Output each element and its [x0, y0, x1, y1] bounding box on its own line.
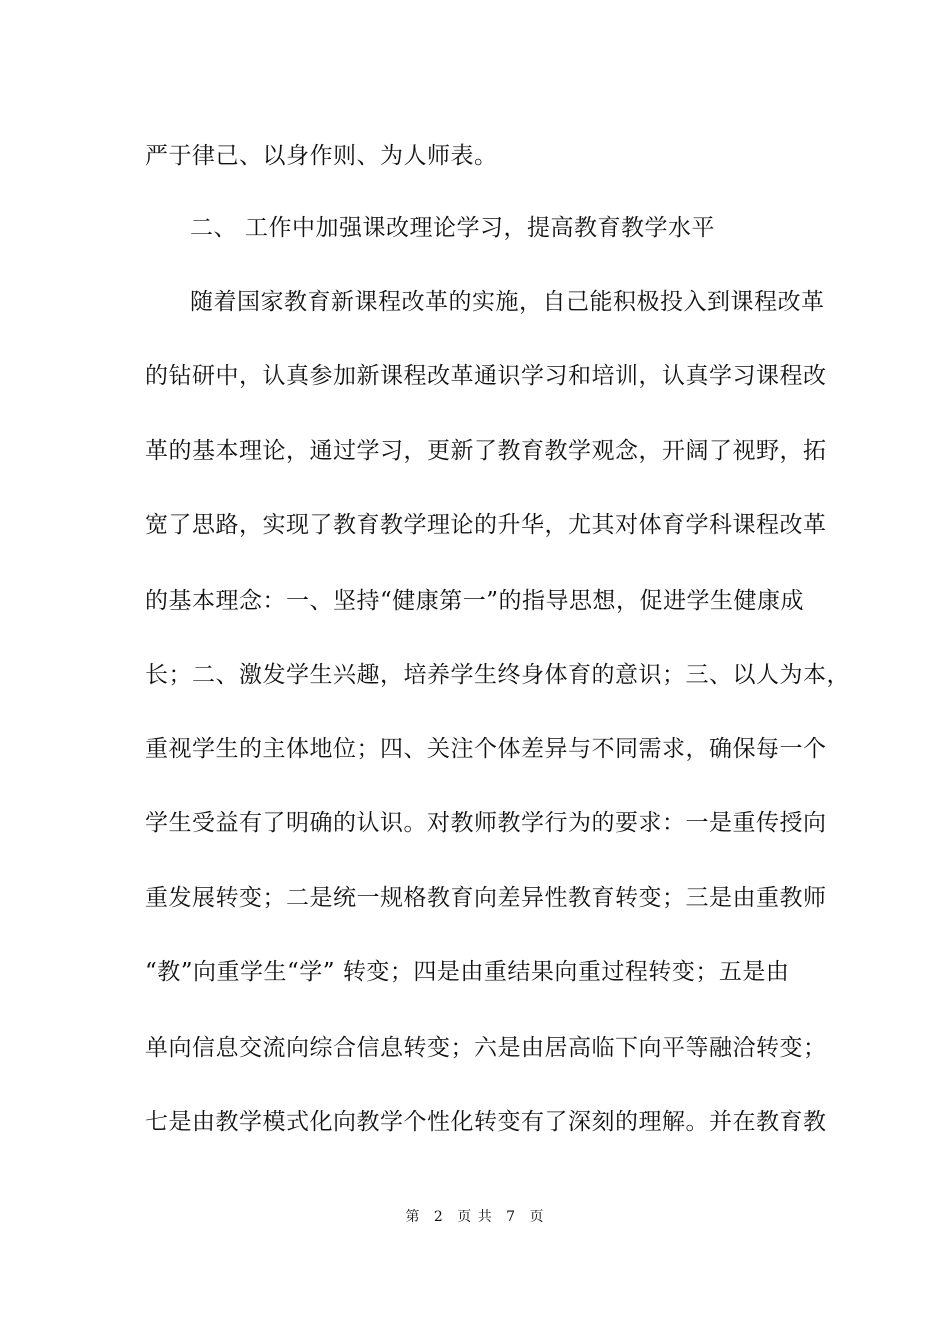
footer-total-pages: 7: [506, 1209, 517, 1225]
paragraph-line: 随着国家教育新课程改革的实施，自己能积极投入到课程改革: [190, 289, 825, 315]
footer-prefix: 第: [405, 1209, 421, 1225]
paragraph-line: 的钻研中，认真参加新课程改革通识学习和培训，认真学习课程改: [145, 363, 827, 389]
page-footer: [0, 1208, 950, 1226]
footer-suffix: 页: [529, 1209, 545, 1225]
section-number: 二、: [190, 215, 237, 241]
paragraph-line: 长；二、激发学生兴趣，培养学生终身体育的意识；三、以人为本，: [145, 662, 850, 688]
paragraph-line: 重视学生的主体地位；四、关注个体差异与不同需求，确保每一个: [145, 736, 827, 762]
paragraph-line: 七是由教学模式化向教学个性化转变有了深刻的理解。并在教育教: [145, 1109, 827, 1135]
paragraph-line: 单向信息交流向综合信息转变；六是由居高临下向平等融洽转变；: [145, 1035, 827, 1061]
paragraph-line: 宽了思路，实现了教育教学理论的升华，尤其对体育学科课程改革: [145, 512, 827, 538]
paragraph-line: 的基本理念：一、坚持“健康第一”的指导思想，促进学生健康成: [145, 588, 805, 614]
section-heading: [190, 213, 715, 243]
paragraph-line: 严于律己、以身作则、为人师表。: [145, 143, 498, 169]
footer-current-page: 2: [433, 1209, 444, 1225]
paragraph-line: “教”向重学生“学” 转变；四是由重结果向重过程转变；五是由: [145, 959, 790, 985]
paragraph-line: 重发展转变；二是统一规格教育向差异性教育转变；三是由重教师: [145, 885, 827, 911]
paragraph-line: 革的基本理论，通过学习，更新了教育教学观念，开阔了视野，拓: [145, 438, 827, 464]
paragraph-line: 学生受益有了明确的认识。对教师教学行为的要求：一是重传授向: [145, 810, 827, 836]
section-title: 工作中加强课改理论学习，提高教育教学水平: [245, 215, 715, 241]
footer-middle: 页 共: [457, 1209, 493, 1225]
